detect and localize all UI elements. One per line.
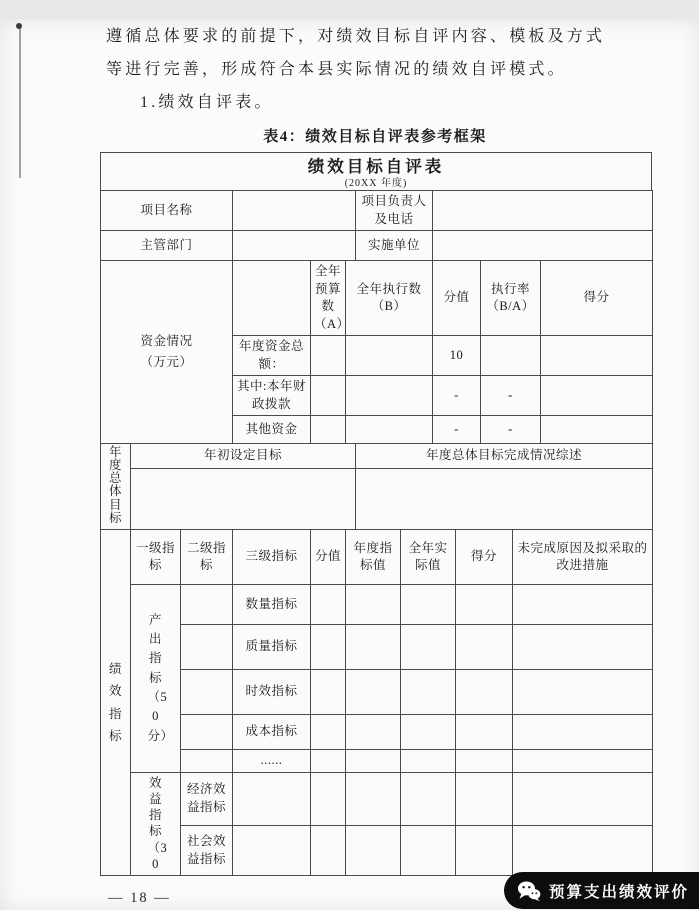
document-page (0, 20, 699, 910)
grid-cell (346, 750, 401, 773)
grid-cell (401, 750, 456, 773)
funds-row-other-label: 其他资金 (233, 416, 311, 444)
annual-summary-header: 年度总体目标完成情况综述 (356, 444, 653, 469)
output-row-quantity: 数量指标 (233, 585, 311, 625)
grid-cell (513, 625, 653, 670)
grid-cell (401, 585, 456, 625)
annual-goal-table (100, 443, 653, 530)
funds-row-total-label: 年度资金总额： (233, 336, 311, 376)
grid-cell (181, 585, 233, 625)
grid-cell (513, 772, 653, 826)
funds-total-rate-cell (481, 336, 541, 376)
info-table (100, 190, 653, 261)
table-caption: 表4：绩效目标自评表参考框架 (263, 129, 487, 145)
funds-fiscal-budget-cell (311, 376, 346, 416)
funds-fiscal-rate-cell: - (481, 376, 541, 416)
annual-initial-goal-header: 年初设定目标 (131, 444, 356, 469)
funds-header-rate: 执行率（B/A） (481, 261, 541, 336)
grid-cell (311, 670, 346, 715)
grid-cell (456, 826, 513, 876)
grid-cell (401, 625, 456, 670)
grid-cell (456, 772, 513, 826)
grid-cell (401, 826, 456, 876)
funds-other-points-cell (541, 416, 653, 444)
impl-label: 实施单位 (356, 231, 433, 261)
funds-header-score: 分值 (433, 261, 481, 336)
grid-cell (346, 772, 401, 826)
header-points: 得分 (456, 530, 513, 585)
table-title: 绩效目标自评表 (307, 157, 445, 176)
list-item-heading: 1.绩效自评表。 (140, 94, 274, 111)
table-subtitle: (20XX 年度) (344, 178, 408, 189)
grid-cell (311, 750, 346, 773)
output-group-label: 产出指标（50分） (131, 585, 181, 773)
output-row-cost: 成本指标 (233, 715, 311, 750)
annual-initial-goal-cell (131, 468, 356, 529)
grid-cell (513, 826, 653, 876)
grid-cell (513, 585, 653, 625)
project-name-value-cell (233, 191, 356, 231)
grid-cell (346, 585, 401, 625)
grid-cell (181, 715, 233, 750)
banner-text: 预算支出绩效评价 (548, 883, 689, 901)
table-title-block (100, 152, 652, 191)
impl-value-cell (433, 231, 653, 261)
funds-total-points-cell (541, 336, 653, 376)
funds-header-budget: 全年预算数（A） (311, 261, 346, 336)
grid-cell (346, 715, 401, 750)
grid-cell (346, 826, 401, 876)
grid-cell (181, 670, 233, 715)
header-actual: 全年实际值 (401, 530, 456, 585)
funds-total-budget-cell (311, 336, 346, 376)
output-row-quality: 质量指标 (233, 625, 311, 670)
grid-cell (346, 670, 401, 715)
grid-cell (311, 715, 346, 750)
grid-cell (346, 625, 401, 670)
grid-cell (513, 750, 653, 773)
header-level1: 一级指标 (131, 530, 181, 585)
wechat-banner (504, 872, 699, 909)
funds-total-score-cell: 10 (433, 336, 481, 376)
output-row-timeliness: 时效指标 (233, 670, 311, 715)
grid-cell (311, 585, 346, 625)
grid-cell (456, 585, 513, 625)
funds-other-rate-cell: - (481, 416, 541, 444)
benefit-row-social: 社会效益指标 (181, 826, 233, 876)
header-level2: 二级指标 (181, 530, 233, 585)
funds-fiscal-points-cell (541, 376, 653, 416)
funds-header-points: 得分 (541, 261, 653, 336)
annual-goal-side-label: 年度总体目标 (101, 444, 131, 530)
header-target: 年度指标值 (346, 530, 401, 585)
grid-cell (513, 670, 653, 715)
scan-artifact-line (19, 28, 21, 178)
header-reason: 未完成原因及拟采取的改进措施 (513, 530, 653, 585)
funds-fiscal-score-cell: - (433, 376, 481, 416)
header-score: 分值 (311, 530, 346, 585)
funds-header-execution: 全年执行数（B） (346, 261, 433, 336)
indicators-side-label: 绩效指标 (101, 530, 131, 876)
funds-total-execution-cell (346, 336, 433, 376)
grid-cell (401, 670, 456, 715)
leader-value-cell (433, 191, 653, 231)
leader-label: 项目负责人及电话 (356, 191, 433, 231)
grid-cell (181, 625, 233, 670)
funds-sublabel-header-cell (233, 261, 311, 336)
funds-other-execution-cell (346, 416, 433, 444)
grid-cell (311, 625, 346, 670)
grid-cell (456, 670, 513, 715)
grid-cell (456, 625, 513, 670)
grid-cell (401, 772, 456, 826)
funds-other-budget-cell (311, 416, 346, 444)
output-row-ellipsis: ...... (233, 750, 311, 773)
funds-row-fiscal-label: 其中:本年财政拨款 (233, 376, 311, 416)
wechat-icon (517, 880, 541, 902)
grid-cell (311, 826, 346, 876)
grid-cell (311, 772, 346, 826)
benefit-group-label: 效益指标（30 (131, 772, 181, 876)
indicators-table (100, 529, 653, 876)
dept-label: 主管部门 (101, 231, 233, 261)
body-paragraph: 遵循总体要求的前提下，对绩效目标自评内容、模板及方式等进行完善，形成符合本县实际情况的绩效自评模式。 (106, 28, 606, 78)
funds-fiscal-execution-cell (346, 376, 433, 416)
project-name-label: 项目名称 (101, 191, 233, 231)
grid-cell (401, 715, 456, 750)
funds-other-score-cell: - (433, 416, 481, 444)
annual-summary-cell (356, 468, 653, 529)
funds-table (100, 260, 653, 444)
grid-cell (181, 750, 233, 773)
funds-section-label: 资金情况（万元） (101, 261, 233, 444)
dept-value-cell (233, 231, 356, 261)
grid-cell (233, 772, 311, 826)
benefit-row-economic: 经济效益指标 (181, 772, 233, 826)
header-level3: 三级指标 (233, 530, 311, 585)
grid-cell (513, 715, 653, 750)
grid-cell (233, 826, 311, 876)
page-number: — 18 — (108, 890, 171, 907)
grid-cell (456, 750, 513, 773)
grid-cell (456, 715, 513, 750)
self-eval-table (100, 152, 652, 876)
